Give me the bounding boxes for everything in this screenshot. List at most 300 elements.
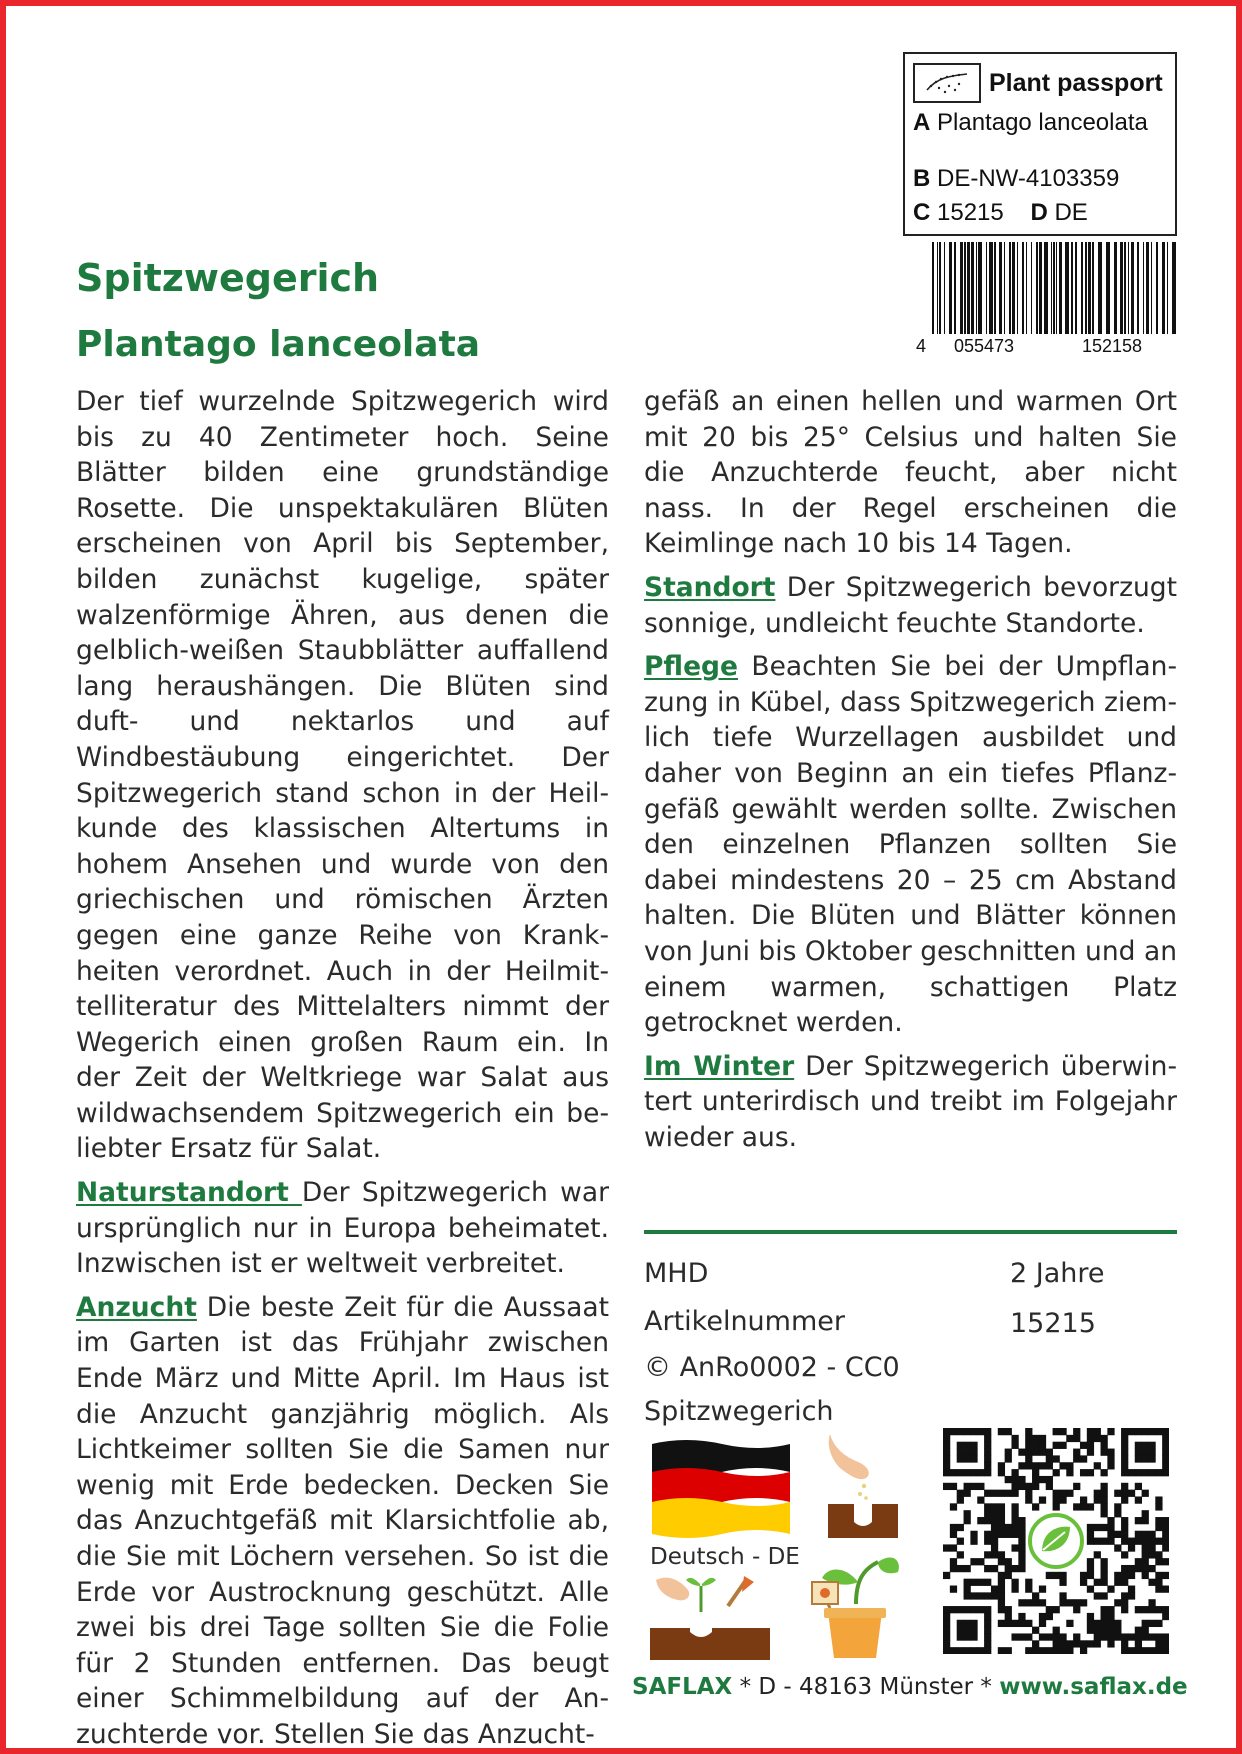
- qr-module: [984, 1640, 991, 1647]
- barcode-bar: [999, 242, 1002, 334]
- anzucht-continued: gefäß an einen hellen und warmen Ort mit 20 bis 25° Celsius und halten Sie die Anzuchterde feucht, aber nicht nass. In der Regel erscheinen die Keimlinge nach 10 bis 14 Tagen.: [644, 386, 1177, 560]
- qr-module: [1025, 1449, 1032, 1456]
- barcode-bar: [978, 242, 982, 334]
- qr-module: [1148, 1428, 1155, 1435]
- qr-module: [1107, 1633, 1114, 1640]
- barcode-bar: [1167, 242, 1168, 334]
- qr-module: [1142, 1572, 1149, 1579]
- barcode-bar: [1124, 242, 1126, 334]
- qr-module: [984, 1613, 991, 1620]
- qr-module: [1148, 1599, 1155, 1606]
- qr-module: [1094, 1435, 1101, 1442]
- qr-module: [1087, 1435, 1094, 1442]
- qr-module: [957, 1606, 964, 1613]
- qr-module: [1005, 1490, 1012, 1497]
- qr-module: [1032, 1476, 1039, 1483]
- qr-module: [1094, 1490, 1101, 1497]
- qr-module: [1025, 1647, 1032, 1654]
- qr-module: [1005, 1558, 1012, 1565]
- qr-module: [1107, 1531, 1114, 1538]
- qr-module: [1032, 1592, 1039, 1599]
- qr-module: [1121, 1647, 1128, 1654]
- qr-module: [991, 1565, 998, 1572]
- qr-module: [970, 1449, 977, 1456]
- qr-module: [964, 1469, 971, 1476]
- qr-module: [1148, 1565, 1155, 1572]
- qr-module: [964, 1592, 971, 1599]
- qr-module: [957, 1490, 964, 1497]
- qr-module: [998, 1572, 1005, 1579]
- language-label: Deutsch - DE: [650, 1544, 800, 1570]
- barcode-bar: [964, 242, 966, 334]
- qr-module: [984, 1449, 991, 1456]
- qr-module: [1128, 1647, 1135, 1654]
- qr-module: [1046, 1606, 1053, 1613]
- qr-module: [1059, 1592, 1066, 1599]
- qr-module: [998, 1524, 1005, 1531]
- qr-module: [1155, 1606, 1162, 1613]
- qr-module: [1073, 1455, 1080, 1462]
- qr-module: [1073, 1633, 1080, 1640]
- germany-flag-icon: [650, 1436, 792, 1540]
- qr-module: [1053, 1442, 1060, 1449]
- qr-module: [1018, 1599, 1025, 1606]
- barcode-bar: [1022, 242, 1024, 334]
- qr-module: [1155, 1572, 1162, 1579]
- qr-module: [1135, 1558, 1142, 1565]
- qr-module: [984, 1517, 991, 1524]
- barcode-bar: [989, 242, 993, 334]
- qr-module: [984, 1579, 991, 1586]
- qr-module: [1107, 1613, 1114, 1620]
- qr-module: [957, 1524, 964, 1531]
- qr-module: [1142, 1428, 1149, 1435]
- qr-module: [977, 1606, 984, 1613]
- qr-module: [1087, 1538, 1094, 1545]
- qr-module: [1121, 1592, 1128, 1599]
- qr-module: [991, 1586, 998, 1593]
- barcode-bar: [1012, 242, 1015, 334]
- qr-module: [1094, 1496, 1101, 1503]
- qr-module: [1101, 1572, 1108, 1579]
- qr-module: [1066, 1490, 1073, 1497]
- qr-module: [1094, 1620, 1101, 1627]
- qr-module: [984, 1428, 991, 1435]
- qr-module: [1162, 1572, 1169, 1579]
- qr-module: [1046, 1449, 1053, 1456]
- qr-module: [1142, 1455, 1149, 1462]
- qr-module: [1094, 1633, 1101, 1640]
- qr-module: [1114, 1490, 1121, 1497]
- qr-module: [1155, 1551, 1162, 1558]
- qr-module: [1018, 1517, 1025, 1524]
- qr-module: [1025, 1483, 1032, 1490]
- passport-row-b: B DE-NW-4103359: [913, 165, 1120, 192]
- qr-module: [1032, 1503, 1039, 1510]
- qr-module: [1162, 1606, 1169, 1613]
- qr-module: [1135, 1538, 1142, 1545]
- qr-module: [970, 1558, 977, 1565]
- passport-row-cd: C 15215 D DE: [913, 199, 1088, 226]
- qr-module: [1005, 1613, 1012, 1620]
- qr-module: [1107, 1586, 1114, 1593]
- qr-module: [1039, 1613, 1046, 1620]
- qr-module: [970, 1531, 977, 1538]
- qr-module: [1101, 1435, 1108, 1442]
- product-name-small: Spitzwegerich: [644, 1396, 834, 1427]
- qr-module: [1162, 1558, 1169, 1565]
- qr-module: [1011, 1633, 1018, 1640]
- qr-module: [957, 1633, 964, 1640]
- qr-module: [998, 1558, 1005, 1565]
- qr-module: [1011, 1586, 1018, 1593]
- qr-module: [1121, 1490, 1128, 1497]
- qr-module: [964, 1606, 971, 1613]
- qr-module: [957, 1455, 964, 1462]
- intro-paragraph: Der tief wurzelnde Spitzwegerich wird bis zu 40 Zentimeter hoch. Seine Blätter bilden eine grundständige Rosette. Die unspektakulären Blüten erscheinen von April bis September, bilden zunächst kugelige, später walzenförmige Ähren, aus denen die gelblich-weißen Staubblätter auffallend lang heraushängen. Die Blüten sind duft- und nektarlos und auf Windbestäubung eingerichtet. Der Spitzwegerich stand schon in der Heilkunde des klassischen Altertums in hohem Ansehen und wurde von den griechischen und römischen Ärzten gegen eine ganze Reihe von Krankheiten verordnet. Auch in der Heilmittelliteratur des Mittelalters nimmt der Wegerich einen großen Raum ein. In der Zeit der Weltkriege war Salat aus wildwachsendem Spitzwegerich ein beliebter Ersatz für Salat.: [76, 386, 609, 1165]
- barcode-bar: [937, 242, 938, 334]
- qr-module: [998, 1428, 1005, 1435]
- qr-module: [950, 1586, 957, 1593]
- qr-module: [1101, 1627, 1108, 1634]
- qr-module: [1032, 1640, 1039, 1647]
- qr-module: [1039, 1435, 1046, 1442]
- website-link[interactable]: www.saflax.de: [999, 1674, 1188, 1700]
- pflege-paragraph: Pflege Beachten Sie bei der Umpflanzung in Kübel, dass Spitzwegerich ziemlich tiefe Wurzellagen ausbildet und daher von Beginn an ein tiefes Pflanzgefäß gewählt werden sollte. Zwischen den einzelnen Pflanzen sollten Sie dabei mindestens 20 – 25 cm Abstand halten. Die Blüten und Blätter können von Juni bis Oktober geschnitten und an einem warmen, schattigen Platz getrocknet werden.: [644, 651, 1177, 1039]
- qr-module: [998, 1462, 1005, 1469]
- qr-module: [1046, 1476, 1053, 1483]
- qr-module: [977, 1428, 984, 1435]
- qr-module: [977, 1592, 984, 1599]
- qr-module: [1059, 1490, 1066, 1497]
- qr-module: [1128, 1490, 1135, 1497]
- qr-module: [1148, 1551, 1155, 1558]
- qr-module: [1162, 1586, 1169, 1593]
- qr-module: [1094, 1640, 1101, 1647]
- qr-module: [1018, 1551, 1025, 1558]
- qr-module: [1032, 1462, 1039, 1469]
- qr-module: [1142, 1627, 1149, 1634]
- qr-module: [964, 1579, 971, 1586]
- qr-module: [1005, 1620, 1012, 1627]
- pflege-label: Pflege: [644, 651, 738, 683]
- barcode-bar: [1137, 242, 1139, 334]
- qr-module: [1101, 1490, 1108, 1497]
- qr-module: [1142, 1469, 1149, 1476]
- qr-module: [943, 1633, 950, 1640]
- qr-module: [1107, 1428, 1114, 1435]
- qr-module: [1107, 1517, 1114, 1524]
- qr-module: [1142, 1449, 1149, 1456]
- qr-module: [1121, 1517, 1128, 1524]
- qr-module: [1121, 1455, 1128, 1462]
- qr-module: [1101, 1565, 1108, 1572]
- barcode-bar: [1004, 242, 1005, 334]
- qr-module: [950, 1606, 957, 1613]
- qr-module: [1073, 1483, 1080, 1490]
- standort-paragraph: Standort Der Spitzwegerich bevorzugt sonnige, undleicht feuchte Standorte.: [644, 571, 1177, 639]
- qr-module: [984, 1620, 991, 1627]
- plant-passport: [903, 52, 1177, 236]
- qr-module: [998, 1592, 1005, 1599]
- qr-module: [957, 1647, 964, 1654]
- barcode-digits: 4 055473 152158: [916, 336, 1143, 356]
- qr-module: [1142, 1606, 1149, 1613]
- qr-module: [1025, 1599, 1032, 1606]
- mhd-value: 2 Jahre: [1010, 1258, 1105, 1289]
- qr-module: [1073, 1640, 1080, 1647]
- qr-module: [1011, 1476, 1018, 1483]
- qr-module: [984, 1633, 991, 1640]
- qr-module: [1162, 1524, 1169, 1531]
- qr-module: [970, 1469, 977, 1476]
- qr-module: [1066, 1462, 1073, 1469]
- qr-module: [964, 1442, 971, 1449]
- qr-module: [1080, 1496, 1087, 1503]
- qr-module: [1066, 1435, 1073, 1442]
- qr-module: [998, 1503, 1005, 1510]
- qr-module: [991, 1510, 998, 1517]
- qr-module: [964, 1627, 971, 1634]
- qr-module: [1121, 1551, 1128, 1558]
- potted-plant-icon: [806, 1552, 904, 1660]
- qr-module: [1162, 1455, 1169, 1462]
- planting-seedling-icon: [650, 1572, 770, 1660]
- qr-module: [1128, 1428, 1135, 1435]
- qr-module: [984, 1565, 991, 1572]
- barcode-bar: [1120, 242, 1123, 334]
- qr-module: [1066, 1647, 1073, 1654]
- qr-module: [1094, 1524, 1101, 1531]
- qr-module: [998, 1620, 1005, 1627]
- qr-module: [1114, 1627, 1121, 1634]
- qr-module: [1107, 1455, 1114, 1462]
- qr-module: [957, 1627, 964, 1634]
- qr-module: [950, 1428, 957, 1435]
- qr-module: [970, 1633, 977, 1640]
- qr-module: [991, 1524, 998, 1531]
- qr-module: [1011, 1503, 1018, 1510]
- qr-module: [984, 1490, 991, 1497]
- qr-module: [1080, 1572, 1087, 1579]
- qr-module: [977, 1647, 984, 1654]
- qr-module: [1046, 1483, 1053, 1490]
- qr-module: [1135, 1640, 1142, 1647]
- qr-module: [1107, 1524, 1114, 1531]
- qr-module: [1087, 1565, 1094, 1572]
- qr-module: [1011, 1483, 1018, 1490]
- qr-module: [1148, 1469, 1155, 1476]
- qr-code[interactable]: [943, 1428, 1169, 1654]
- barcode-bar: [1044, 242, 1048, 334]
- qr-module: [1162, 1538, 1169, 1545]
- qr-module: [1135, 1483, 1142, 1490]
- qr-module: [1039, 1476, 1046, 1483]
- qr-module: [1053, 1490, 1060, 1497]
- qr-module: [1053, 1627, 1060, 1634]
- qr-module: [1059, 1640, 1066, 1647]
- qr-module: [1101, 1558, 1108, 1565]
- barcode-bar: [1088, 242, 1091, 334]
- qr-module: [1142, 1558, 1149, 1565]
- barcode-bar: [1106, 242, 1110, 334]
- qr-module: [950, 1558, 957, 1565]
- qr-module: [998, 1517, 1005, 1524]
- qr-module: [1155, 1517, 1162, 1524]
- qr-module: [1011, 1524, 1018, 1531]
- qr-module: [1087, 1558, 1094, 1565]
- qr-module: [1121, 1469, 1128, 1476]
- qr-module: [1155, 1620, 1162, 1627]
- qr-module: [1011, 1620, 1018, 1627]
- qr-module: [1135, 1627, 1142, 1634]
- barcode-bar: [1036, 242, 1038, 334]
- qr-module: [943, 1462, 950, 1469]
- qr-module: [1101, 1606, 1108, 1613]
- qr-module: [1053, 1633, 1060, 1640]
- qr-module: [970, 1627, 977, 1634]
- qr-module: [1053, 1640, 1060, 1647]
- qr-module: [970, 1620, 977, 1627]
- qr-module: [984, 1435, 991, 1442]
- qr-module: [1080, 1647, 1087, 1654]
- qr-module: [1128, 1469, 1135, 1476]
- qr-module: [998, 1531, 1005, 1538]
- qr-module: [1080, 1469, 1087, 1476]
- qr-module: [1162, 1531, 1169, 1538]
- qr-module: [1011, 1490, 1018, 1497]
- qr-module: [1155, 1469, 1162, 1476]
- qr-module: [1148, 1455, 1155, 1462]
- qr-module: [1121, 1599, 1128, 1606]
- qr-module: [1039, 1633, 1046, 1640]
- qr-module: [1107, 1627, 1114, 1634]
- qr-module: [991, 1490, 998, 1497]
- qr-module: [943, 1428, 950, 1435]
- qr-module: [1121, 1606, 1128, 1613]
- qr-module: [1080, 1503, 1087, 1510]
- barcode-bar: [976, 242, 977, 334]
- qr-module: [1011, 1565, 1018, 1572]
- qr-module: [1073, 1449, 1080, 1456]
- qr-module: [1135, 1455, 1142, 1462]
- qr-module: [1087, 1442, 1094, 1449]
- barcode-bar: [1151, 242, 1152, 334]
- qr-module: [998, 1586, 1005, 1593]
- qr-module: [964, 1620, 971, 1627]
- qr-module: [1121, 1633, 1128, 1640]
- qr-module: [1148, 1620, 1155, 1627]
- qr-module: [1025, 1442, 1032, 1449]
- anzucht-label: Anzucht: [76, 1291, 197, 1323]
- qr-module: [1101, 1579, 1108, 1586]
- barcode-bar: [1143, 242, 1144, 334]
- qr-module: [1155, 1496, 1162, 1503]
- qr-module: [1025, 1586, 1032, 1593]
- eu-organic-logo-icon: [913, 63, 981, 103]
- qr-module: [1039, 1442, 1046, 1449]
- brand-name: SAFLAX: [632, 1674, 733, 1700]
- qr-module: [1121, 1538, 1128, 1545]
- qr-module: [1142, 1517, 1149, 1524]
- qr-module: [998, 1510, 1005, 1517]
- qr-module: [1039, 1496, 1046, 1503]
- article-number-label: Artikelnummer: [644, 1306, 845, 1337]
- qr-module: [1128, 1538, 1135, 1545]
- qr-module: [964, 1633, 971, 1640]
- qr-module: [1032, 1599, 1039, 1606]
- qr-module: [1148, 1544, 1155, 1551]
- qr-module: [1046, 1613, 1053, 1620]
- qr-module: [998, 1490, 1005, 1497]
- qr-module: [1162, 1442, 1169, 1449]
- qr-module: [957, 1538, 964, 1545]
- barcode-bar: [1031, 242, 1032, 334]
- qr-module: [984, 1503, 991, 1510]
- qr-module: [1114, 1510, 1121, 1517]
- qr-module: [1059, 1572, 1066, 1579]
- winter-label: Im Winter: [644, 1050, 795, 1082]
- qr-module: [984, 1538, 991, 1545]
- qr-module: [1121, 1579, 1128, 1586]
- qr-module: [991, 1551, 998, 1558]
- qr-module: [1059, 1633, 1066, 1640]
- qr-module: [964, 1483, 971, 1490]
- qr-module: [1018, 1531, 1025, 1538]
- qr-module: [1121, 1428, 1128, 1435]
- qr-module: [1087, 1627, 1094, 1634]
- barcode-bar: [1098, 242, 1102, 334]
- qr-module: [1025, 1579, 1032, 1586]
- qr-module: [964, 1565, 971, 1572]
- qr-module: [957, 1449, 964, 1456]
- qr-module: [1101, 1592, 1108, 1599]
- qr-module: [984, 1510, 991, 1517]
- qr-module: [943, 1435, 950, 1442]
- qr-module: [1011, 1510, 1018, 1517]
- qr-module: [970, 1483, 977, 1490]
- qr-module: [1101, 1613, 1108, 1620]
- qr-module: [1087, 1503, 1094, 1510]
- qr-module: [970, 1538, 977, 1545]
- barcode-bar: [967, 242, 970, 334]
- qr-module: [1059, 1442, 1066, 1449]
- copyright-text: © AnRo0002 - CC0: [644, 1352, 900, 1383]
- qr-module: [1032, 1442, 1039, 1449]
- qr-module: [970, 1592, 977, 1599]
- qr-module: [1128, 1565, 1135, 1572]
- qr-module: [1025, 1428, 1032, 1435]
- qr-module: [1011, 1469, 1018, 1476]
- barcode-bar: [1156, 242, 1158, 334]
- qr-module: [1059, 1579, 1066, 1586]
- qr-module: [998, 1551, 1005, 1558]
- qr-module: [943, 1442, 950, 1449]
- qr-module: [1059, 1647, 1066, 1654]
- qr-module: [950, 1483, 957, 1490]
- qr-module: [1018, 1544, 1025, 1551]
- qr-module: [1142, 1565, 1149, 1572]
- qr-module: [1018, 1483, 1025, 1490]
- qr-module: [1162, 1517, 1169, 1524]
- qr-module: [1135, 1469, 1142, 1476]
- qr-module: [1128, 1586, 1135, 1593]
- qr-module: [1114, 1633, 1121, 1640]
- qr-module: [1087, 1428, 1094, 1435]
- qr-module: [1087, 1572, 1094, 1579]
- qr-module: [957, 1565, 964, 1572]
- qr-module: [977, 1517, 984, 1524]
